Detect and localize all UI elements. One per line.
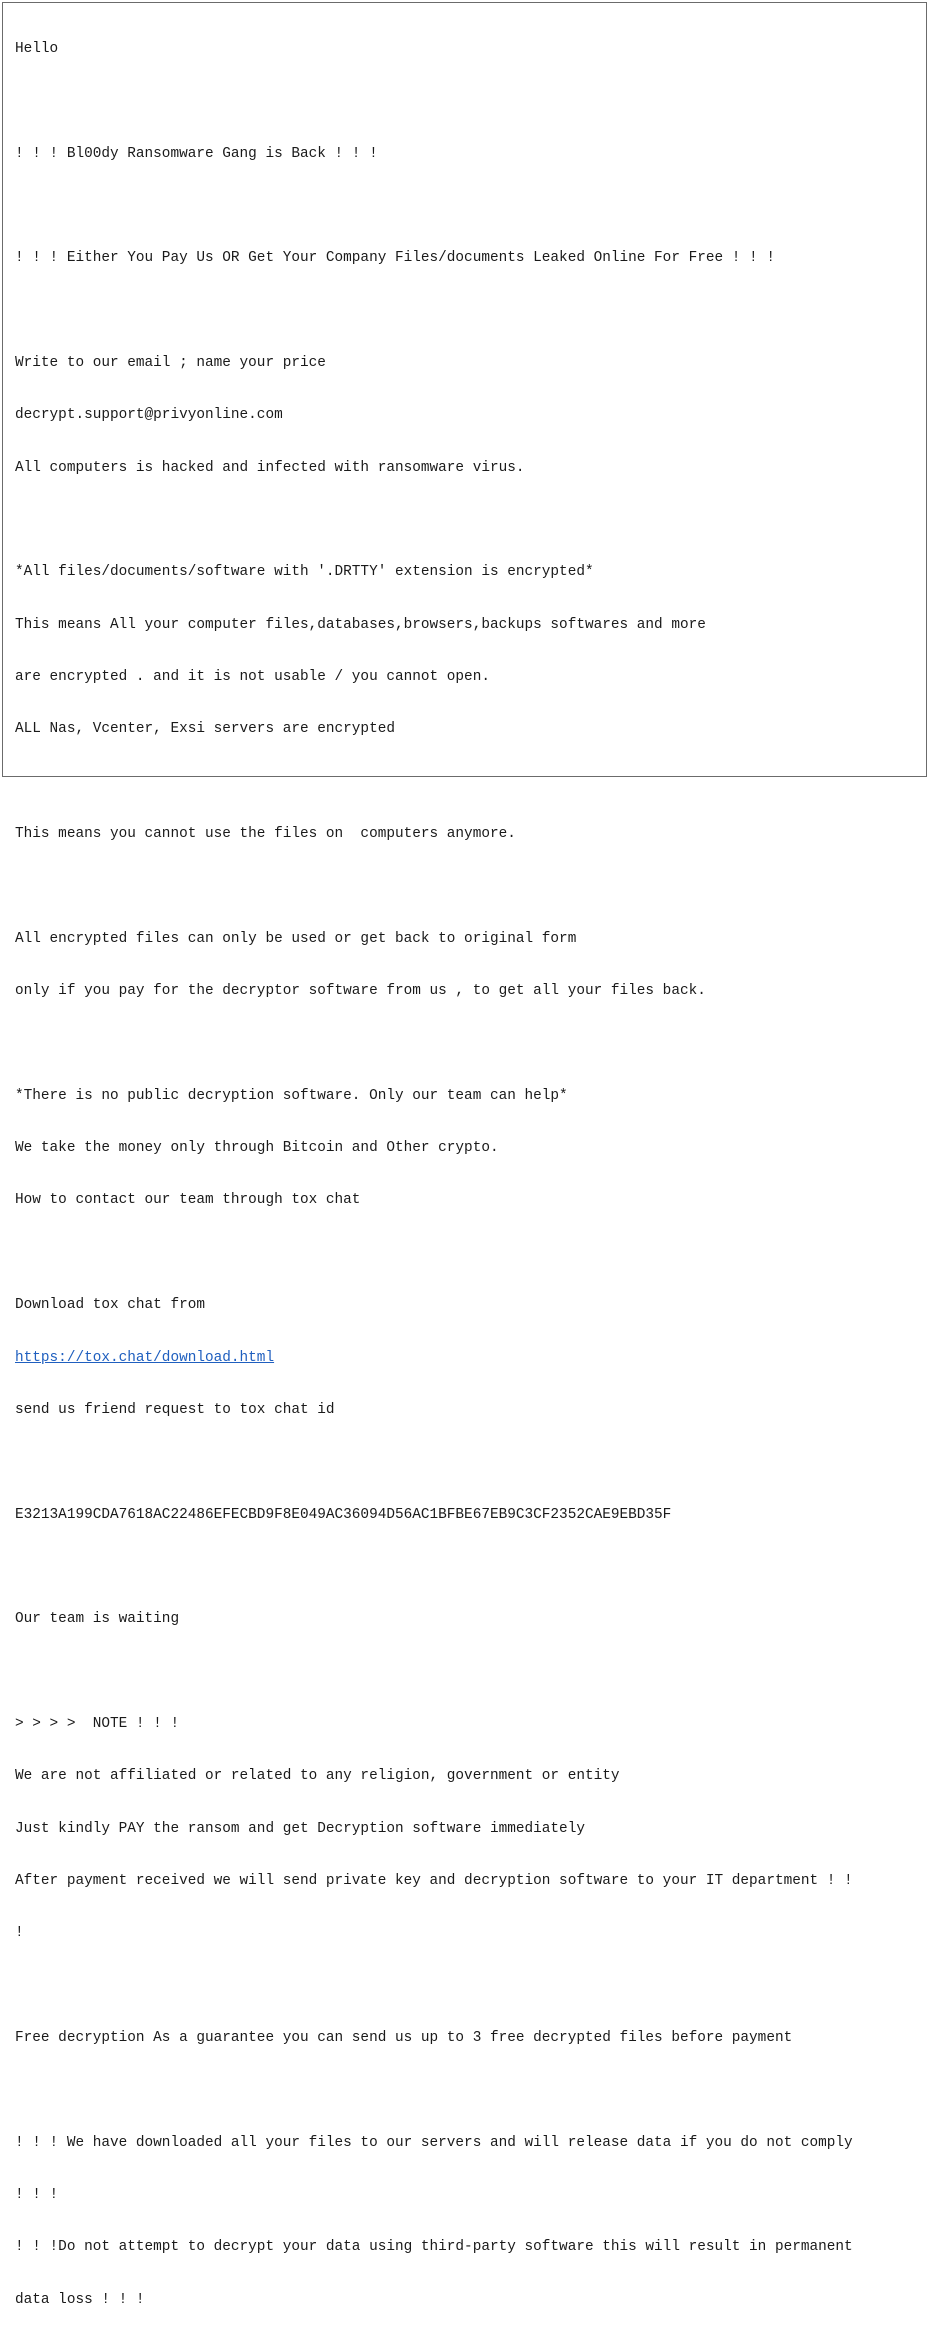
blank-line — [15, 1978, 920, 1995]
after-payment-line: After payment received we will send private key and decryption software to your IT department ! ! — [15, 1872, 853, 1889]
blank-line — [15, 198, 920, 215]
blank-line — [15, 774, 920, 791]
means-line-2: are encrypted . and it is not usable / you cannot open. — [15, 669, 490, 686]
download-intro-line: Download tox chat from — [15, 1297, 205, 1314]
friend-request-line: send us friend request to tox chat id — [15, 1401, 335, 1418]
note-header-line: > > > > NOTE ! ! ! — [15, 1715, 180, 1732]
downloaded-line: ! ! ! We have downloaded all your files to our servers and will release data if you do not comply — [15, 2134, 853, 2151]
restore-line-2: only if you pay for the decryptor software from us , to get all your files back. — [15, 983, 706, 1000]
greeting-line: Hello — [15, 40, 59, 57]
free-decryption-line: Free decryption As a guarantee you can send us up to 3 free decrypted files before payment — [15, 2029, 793, 2046]
blank-line — [15, 93, 920, 110]
headline-line: ! ! ! Bl00dy Ransomware Gang is Back ! ! ! — [15, 145, 378, 162]
ultimatum-line: ! ! ! Either You Pay Us OR Get Your Company Files/documents Leaked Online For Free ! ! ! — [15, 250, 775, 267]
contact-intro-line: Write to our email ; name your price — [15, 354, 326, 371]
tox-link-line — [15, 1350, 920, 1367]
payment-method-line: We take the money only through Bitcoin and Other crypto. — [15, 1140, 499, 1157]
warning-continuation-line: data loss ! ! ! — [15, 2291, 145, 2308]
hacked-line: All computers is hacked and infected with ransomware virus. — [15, 459, 525, 476]
blank-line — [15, 512, 920, 529]
servers-line: ALL Nas, Vcenter, Exsi servers are encrypted — [15, 721, 395, 738]
ransom-note-text — [15, 6, 920, 2344]
means-line-1: This means All your computer files,databases,browsers,backups softwares and more — [15, 616, 706, 633]
email-line: decrypt.support@privyonline.com — [15, 407, 283, 424]
blank-line — [15, 303, 920, 320]
blank-line — [15, 1559, 920, 1576]
after-payment-continuation-line: ! — [15, 1925, 24, 1942]
blank-line — [15, 1664, 920, 1681]
warning-line: ! ! !Do not attempt to decrypt your data using third-party software this will result in permanent — [15, 2239, 853, 2256]
blank-line — [15, 2082, 920, 2099]
downloaded-continuation-line: ! ! ! — [15, 2187, 59, 2203]
waiting-line: Our team is waiting — [15, 1611, 180, 1628]
blank-line — [15, 1035, 920, 1052]
not-affiliated-line: We are not affiliated or related to any religion, government or entity — [15, 1768, 620, 1785]
ransom-note-frame — [2, 2, 927, 2308]
no-public-decryptor-line: *There is no public decryption software. Only our team can help* — [15, 1087, 568, 1104]
encrypted-extension-line: *All files/documents/software with '.DRTTY' extension is encrypted* — [15, 564, 594, 581]
tox-id-line: E3213A199CDA7618AC22486EFECBD9F8E049AC36094D56AC1BFBE67EB9C3CF2352CAE9EBD35F — [15, 1506, 672, 1523]
blank-line — [15, 1454, 920, 1471]
cannot-use-line: This means you cannot use the files on computers anymore. — [15, 826, 516, 843]
blank-line — [15, 1245, 920, 1262]
blank-line — [15, 878, 920, 895]
restore-line-1: All encrypted files can only be used or get back to original form — [15, 930, 577, 947]
tox-download-link[interactable]: https://tox.chat/download.html — [15, 1349, 275, 1366]
contact-how-line: How to contact our team through tox chat — [15, 1192, 361, 1209]
kindly-pay-line: Just kindly PAY the ransom and get Decryption software immediately — [15, 1820, 585, 1837]
